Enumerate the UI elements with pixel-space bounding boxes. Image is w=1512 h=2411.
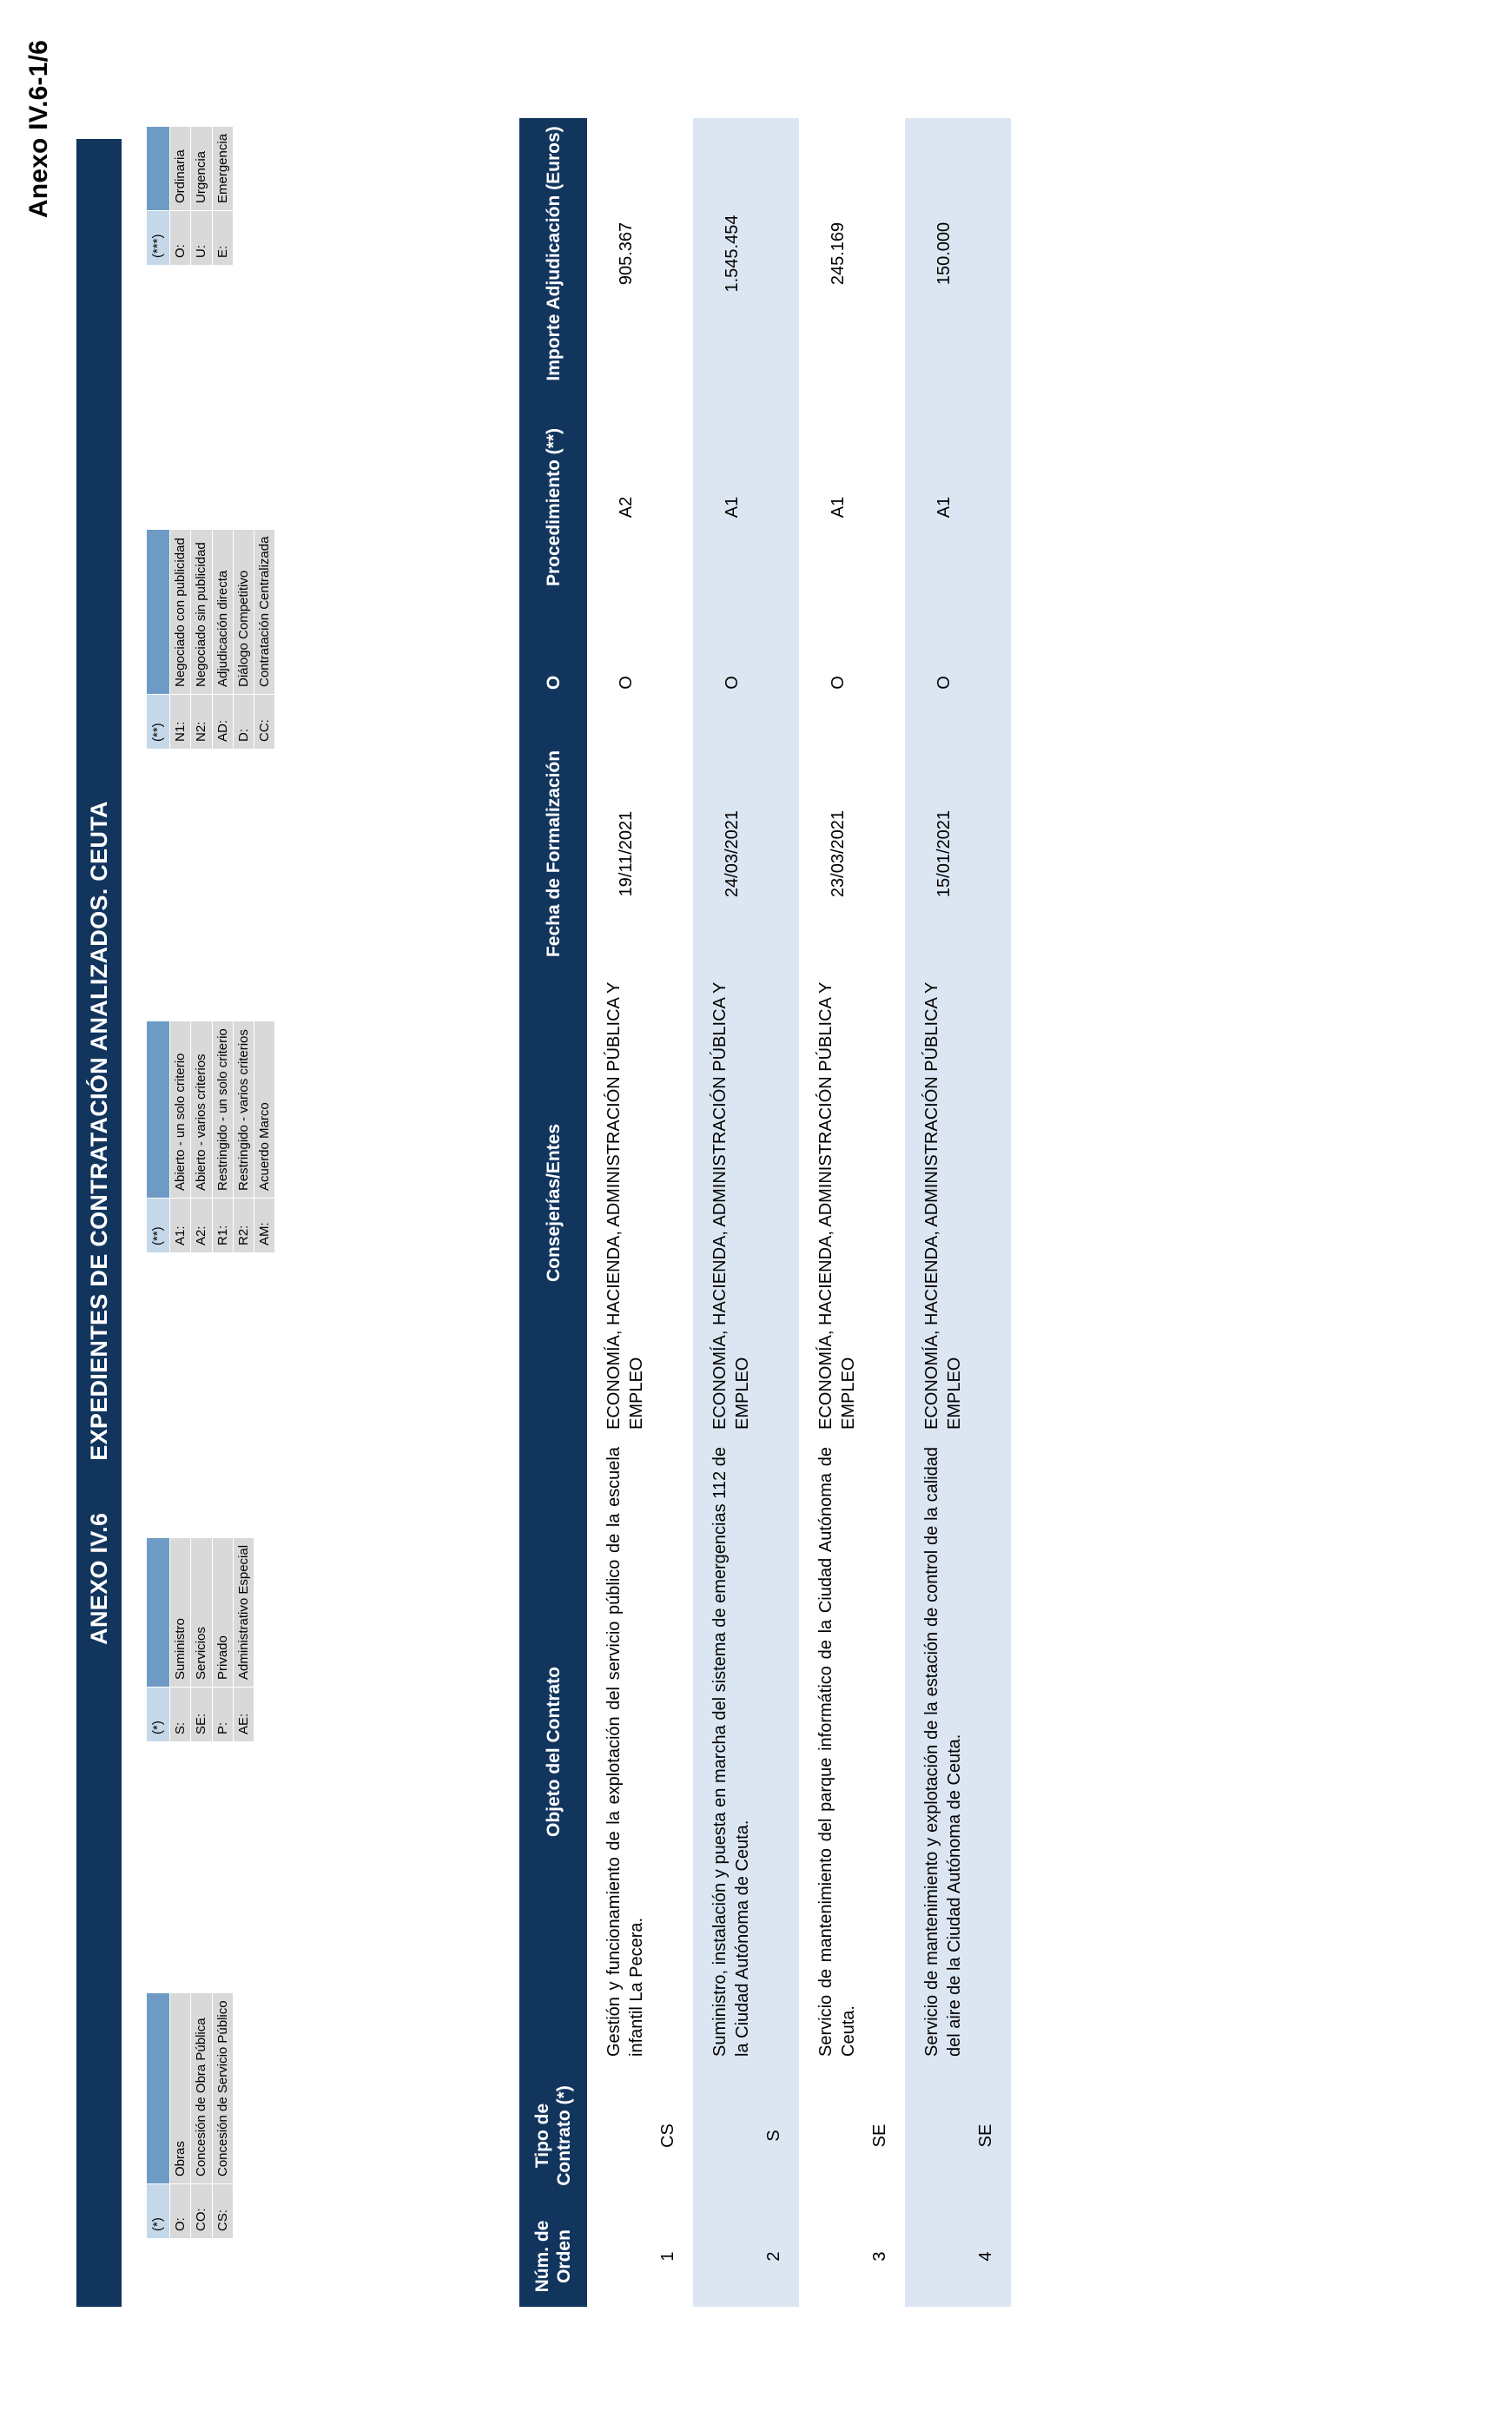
legend-label: Administrativo Especial bbox=[233, 1537, 254, 1687]
legend-key: SE: bbox=[191, 1688, 212, 1742]
legend-label: Acuerdo Marco bbox=[254, 1021, 275, 1199]
cell-num-orden: 2 bbox=[693, 2206, 799, 2307]
legend-item bbox=[212, 529, 233, 749]
legend-header-spacer bbox=[147, 1021, 170, 1199]
legend-marker: (***) bbox=[147, 211, 170, 266]
legend-header-spacer bbox=[147, 126, 170, 210]
legend-label: Adjudicación directa bbox=[212, 529, 233, 694]
legend-item bbox=[233, 529, 254, 749]
legend-label: Abierto - un solo criterio bbox=[170, 1021, 191, 1199]
legend-item bbox=[191, 126, 212, 265]
col-header-consejerias: Consejerías/Entes bbox=[519, 968, 587, 1438]
cell-tipo-contrato: SE bbox=[905, 2065, 1011, 2206]
legend-label: Restringido - un solo criterio bbox=[212, 1021, 233, 1199]
legend-label: Abierto - varios criterios bbox=[191, 1021, 212, 1199]
cell-tramitacion: O bbox=[617, 676, 637, 690]
cell-objeto: Servicio de mantenimiento del parque informático de la Ciudad Autónoma de Ceuta. bbox=[816, 1447, 859, 2057]
cell-procedimiento: A1 bbox=[905, 389, 1011, 625]
legend-key: S: bbox=[170, 1688, 191, 1742]
legend-key: P: bbox=[212, 1688, 233, 1742]
legend-key: A1: bbox=[170, 1199, 191, 1253]
legend-item bbox=[191, 1537, 212, 1741]
legend-key: CO: bbox=[191, 2184, 212, 2239]
col-header-procedimiento: Procedimiento (**) bbox=[519, 389, 587, 625]
legend-item bbox=[191, 529, 212, 749]
legend-item bbox=[191, 1021, 212, 1253]
legend-procedimiento-1 bbox=[146, 1021, 275, 1253]
table-row bbox=[587, 118, 693, 2307]
legend-key: E: bbox=[212, 211, 233, 266]
legend-key: AM: bbox=[254, 1199, 275, 1253]
table-header-row bbox=[519, 118, 587, 2307]
legend-header-spacer bbox=[147, 1993, 170, 2184]
cell-tipo-contrato: CS bbox=[658, 2124, 678, 2148]
contracts-table bbox=[519, 118, 1011, 2307]
cell-consejeria: ECONOMÍA, HACIENDA, ADMINISTRACIÓN PÚBLICA Y EMPLEO bbox=[905, 968, 1011, 1438]
cell-fecha: 19/11/2021 bbox=[617, 810, 637, 897]
legend-label: Urgencia bbox=[191, 126, 212, 210]
table-row bbox=[799, 118, 905, 2307]
legend-tramitacion bbox=[146, 126, 234, 266]
cell-importe: 1.545.454 bbox=[693, 118, 799, 389]
col-header-tramitacion: O bbox=[519, 625, 587, 740]
legend-tipo-contrato-2 bbox=[146, 1537, 254, 1742]
legend-key: O: bbox=[170, 211, 191, 266]
cell-consejeria: ECONOMÍA, HACIENDA, ADMINISTRACIÓN PÚBLICA Y EMPLEO bbox=[693, 968, 799, 1438]
legend-marker: (**) bbox=[147, 695, 170, 750]
cell-consejeria: ECONOMÍA, HACIENDA, ADMINISTRACIÓN PÚBLICA Y EMPLEO bbox=[816, 982, 859, 1430]
legend-header-row bbox=[147, 1993, 170, 2239]
legend-key: AD: bbox=[212, 695, 233, 750]
cell-importe: 905.367 bbox=[617, 221, 637, 286]
cell-tramitacion: O bbox=[829, 676, 848, 690]
legend-label: Obras bbox=[170, 1993, 191, 2184]
col-header-tipo-contrato: Tipo de Contrato (*) bbox=[519, 2065, 587, 2206]
page-title: EXPEDIENTES DE CONTRATACIÓN ANALIZADOS. CEUTA bbox=[85, 801, 112, 1461]
legend-label: Negociado con publicidad bbox=[170, 529, 191, 694]
legend-item bbox=[233, 1021, 254, 1253]
cell-tipo-contrato: SE bbox=[870, 2124, 890, 2148]
cell-fecha: 24/03/2021 bbox=[693, 740, 799, 968]
cell-procedimiento: A2 bbox=[617, 496, 637, 519]
cell-tramitacion: O bbox=[693, 625, 799, 740]
cell-objeto: Gestión y funcionamiento de la explotación del servicio público de la escuela infantil La Pecera. bbox=[604, 1447, 647, 2057]
legend-header-spacer bbox=[147, 529, 170, 694]
legend-label: Suministro bbox=[170, 1537, 191, 1687]
legend-header-row bbox=[147, 1537, 170, 1741]
cell-procedimiento: A1 bbox=[829, 496, 848, 519]
legend-label: Ordinaria bbox=[170, 126, 191, 210]
cell-tipo-contrato: S bbox=[693, 2065, 799, 2206]
legend-label: Diálogo Competitivo bbox=[233, 529, 254, 694]
cell-consejeria: ECONOMÍA, HACIENDA, ADMINISTRACIÓN PÚBLICA Y EMPLEO bbox=[604, 982, 647, 1430]
cell-num-orden: 3 bbox=[870, 2251, 890, 2262]
legend-item bbox=[233, 1537, 254, 1741]
cell-importe: 245.169 bbox=[829, 221, 848, 286]
cell-objeto: Servicio de mantenimiento y explotación de la estación de control de la calidad del aire de la Ciudad Autónoma de Ceuta. bbox=[905, 1438, 1011, 2065]
legend-header-row bbox=[147, 1021, 170, 1253]
title-bar bbox=[76, 139, 122, 2307]
cell-importe: 150.000 bbox=[905, 118, 1011, 389]
legend-key: CC: bbox=[254, 695, 275, 750]
legend-marker: (*) bbox=[147, 1688, 170, 1742]
legend-item bbox=[191, 1993, 212, 2239]
legend-marker: (**) bbox=[147, 1199, 170, 1253]
legend-key: D: bbox=[233, 695, 254, 750]
col-header-objeto: Objeto del Contrato bbox=[519, 1438, 587, 2065]
legend-label: Restringido - varios criterios bbox=[233, 1021, 254, 1199]
cell-objeto: Suministro, instalación y puesta en marcha del sistema de emergencias 112 de la Ciudad Autónoma de Ceuta. bbox=[693, 1438, 799, 2065]
col-header-importe: Importe Adjudicación (Euros) bbox=[519, 118, 587, 389]
cell-num-orden: 4 bbox=[905, 2206, 1011, 2307]
title-prefix: ANEXO IV.6 bbox=[85, 1512, 112, 1645]
legend-key: N2: bbox=[191, 695, 212, 750]
legend-key: U: bbox=[191, 211, 212, 266]
legend-item bbox=[254, 529, 275, 749]
legend-key: AE: bbox=[233, 1688, 254, 1742]
anexo-code: Anexo IV.6-1/6 bbox=[24, 40, 53, 219]
legend-label: Concesión de Obra Pública bbox=[191, 1993, 212, 2184]
cell-fecha: 23/03/2021 bbox=[829, 809, 848, 898]
legend-item bbox=[170, 126, 191, 265]
legend-header-row bbox=[147, 529, 170, 749]
legend-item bbox=[170, 1021, 191, 1253]
legend-label: Negociado sin publicidad bbox=[191, 529, 212, 694]
legend-item bbox=[212, 1537, 233, 1741]
legend-label: Servicios bbox=[191, 1537, 212, 1687]
legend-marker: (*) bbox=[147, 2184, 170, 2239]
table-row bbox=[905, 118, 1011, 2307]
legend-item bbox=[170, 529, 191, 749]
legend-label: Emergencia bbox=[212, 126, 233, 210]
legend-key: CS: bbox=[212, 2184, 233, 2239]
legend-key: N1: bbox=[170, 695, 191, 750]
legend-tipo-contrato-1 bbox=[146, 1992, 234, 2239]
legend-header-spacer bbox=[147, 1537, 170, 1687]
legend-item bbox=[170, 1537, 191, 1741]
table-row bbox=[693, 118, 799, 2307]
cell-procedimiento: A1 bbox=[693, 389, 799, 625]
legend-item bbox=[212, 126, 233, 265]
legend-key: A2: bbox=[191, 1199, 212, 1253]
legend-key: R1: bbox=[212, 1199, 233, 1253]
legend-item bbox=[254, 1021, 275, 1253]
legend-item bbox=[170, 1993, 191, 2239]
legend-item bbox=[212, 1021, 233, 1253]
cell-num-orden: 1 bbox=[658, 2251, 678, 2262]
legend-header-row bbox=[147, 126, 170, 265]
legend-item bbox=[212, 1993, 233, 2239]
legend-key: O: bbox=[170, 2184, 191, 2239]
col-header-num-orden: Núm. de Orden bbox=[519, 2206, 587, 2307]
cell-tramitacion: O bbox=[905, 625, 1011, 740]
legend-label: Concesión de Servicio Público bbox=[212, 1993, 233, 2184]
legend-label: Privado bbox=[212, 1537, 233, 1687]
legend-key: R2: bbox=[233, 1199, 254, 1253]
cell-fecha: 15/01/2021 bbox=[905, 740, 1011, 968]
legend-label: Contratación Centralizada bbox=[254, 529, 275, 694]
legend-procedimiento-2 bbox=[146, 529, 275, 750]
col-header-fecha: Fecha de Formalización bbox=[519, 740, 587, 968]
